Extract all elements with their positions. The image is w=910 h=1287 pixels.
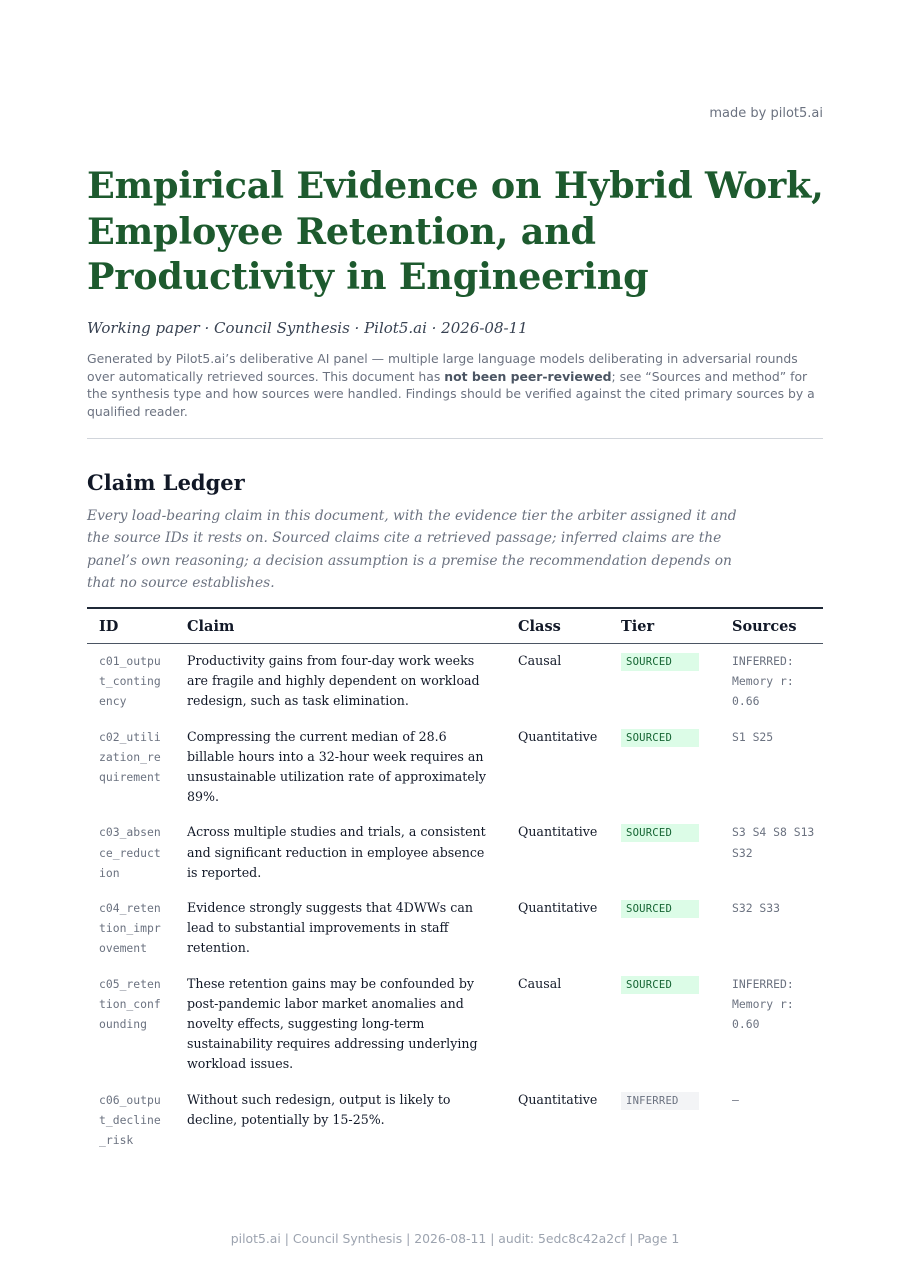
claim-tier-cell (609, 1083, 720, 1159)
tier-badge: SOURCED (621, 900, 699, 918)
claim-ledger-table (87, 607, 823, 1158)
claim-id: c05_retention_confounding (99, 976, 161, 1032)
table-row (87, 967, 823, 1083)
claim-tier-cell (609, 720, 720, 816)
claim-id: c06_output_decline_risk (99, 1092, 161, 1148)
claim-class: Causal (518, 975, 562, 991)
tier-badge: INFERRED (621, 1092, 699, 1110)
claim-sources: S32 S33 (732, 901, 781, 916)
column-header-sources: Sources (720, 608, 823, 644)
disclaimer-text-post: ; see “Sources and method” for the synthesis type and how sources were handled. Findings should be verified against the cited primary sources by a qualified reader. (87, 368, 815, 419)
claim-class: Quantitative (518, 824, 598, 840)
claim-id: c02_utilization_requirement (99, 729, 161, 785)
tier-badge: SOURCED (621, 653, 699, 671)
page-title: Empirical Evidence on Hybrid Work, Employee Retention, and Productivity in Engineering (87, 164, 824, 298)
table-row (87, 891, 823, 967)
table-row (87, 720, 823, 816)
claim-class: Causal (518, 653, 562, 668)
tier-badge: SOURCED (621, 729, 699, 747)
section-intro: Every load-bearing claim in this document, with the evidence tier the arbiter assigned it and the source IDs it rests on. Sourced claims cite a retrieved passage; inferred claims are the panel’s own reasoning; a decision assumption is a premise the recommendation depends on that no source establishes. (87, 508, 737, 592)
claim-id: c01_output_contingency (99, 654, 161, 709)
claim-tier-cell (609, 891, 720, 967)
disclaimer (87, 350, 827, 420)
claim-text: These retention gains may be confounded by post-pandemic labor market anomalies and novelty effects, suggesting long-term sustainability requires addressing underlying workload issues. (187, 975, 478, 1072)
claim-sources: S3 S4 S8 S13 S32 (732, 825, 815, 860)
disclaimer-text-pre: Generated by Pilot5.ai’s deliberative AI panel — multiple large language models deliberating in adversarial rounds over automatically retrieved sources. This document has (87, 351, 798, 384)
made-by-label: made by pilot5.ai (709, 106, 823, 121)
tier-badge: SOURCED (621, 824, 699, 842)
column-header-claim: Claim (175, 608, 506, 644)
table-row (87, 1083, 823, 1159)
claim-sources: INFERRED: Memory r: 0.60 (732, 976, 794, 1032)
table-row (87, 815, 823, 891)
claim-class: Quantitative (518, 728, 598, 744)
header-divider (87, 438, 823, 439)
claim-id: c04_retention_improvement (99, 901, 161, 956)
column-header-class: Class (506, 608, 609, 644)
claim-sources: INFERRED: Memory r: 0.66 (732, 654, 794, 709)
claim-text: Compressing the current median of 28.6 billable hours into a 32-hour week requires an unsustainable utilization rate of approximately 89%. (187, 728, 486, 805)
section-title: Claim Ledger (87, 470, 245, 495)
column-header-id: ID (87, 608, 175, 644)
claim-tier-cell (609, 815, 720, 891)
claim-sources: S1 S25 (732, 729, 774, 744)
tier-badge: SOURCED (621, 976, 699, 994)
column-header-tier: Tier (609, 608, 720, 644)
table-header-row (87, 608, 823, 644)
disclaimer-emphasis: not been peer-reviewed (444, 368, 612, 384)
table-row (87, 644, 823, 720)
claim-sources: — (732, 1092, 739, 1107)
claim-tier-cell (609, 967, 720, 1083)
page-subtitle: Working paper · Council Synthesis · Pilot5.ai · 2026-08-11 (87, 319, 528, 337)
claim-id: c03_absence_reduction (99, 825, 161, 880)
page-footer: pilot5.ai | Council Synthesis | 2026-08-11 | audit: 5edc8c42a2cf | Page 1 (230, 1231, 680, 1246)
claim-class: Quantitative (518, 900, 598, 916)
claim-tier-cell (609, 644, 720, 720)
claim-text: Evidence strongly suggests that 4DWWs can lead to substantial improvements in staff retention. (187, 900, 473, 956)
claim-text: Productivity gains from four-day work weeks are fragile and highly dependent on workload redesign, such as task elimination. (187, 653, 480, 709)
claim-class: Quantitative (518, 1091, 598, 1107)
claim-text: Across multiple studies and trials, a consistent and significant reduction in employee absence is reported. (187, 824, 486, 880)
claim-text: Without such redesign, output is likely to decline, potentially by 15-25%. (187, 1091, 451, 1127)
